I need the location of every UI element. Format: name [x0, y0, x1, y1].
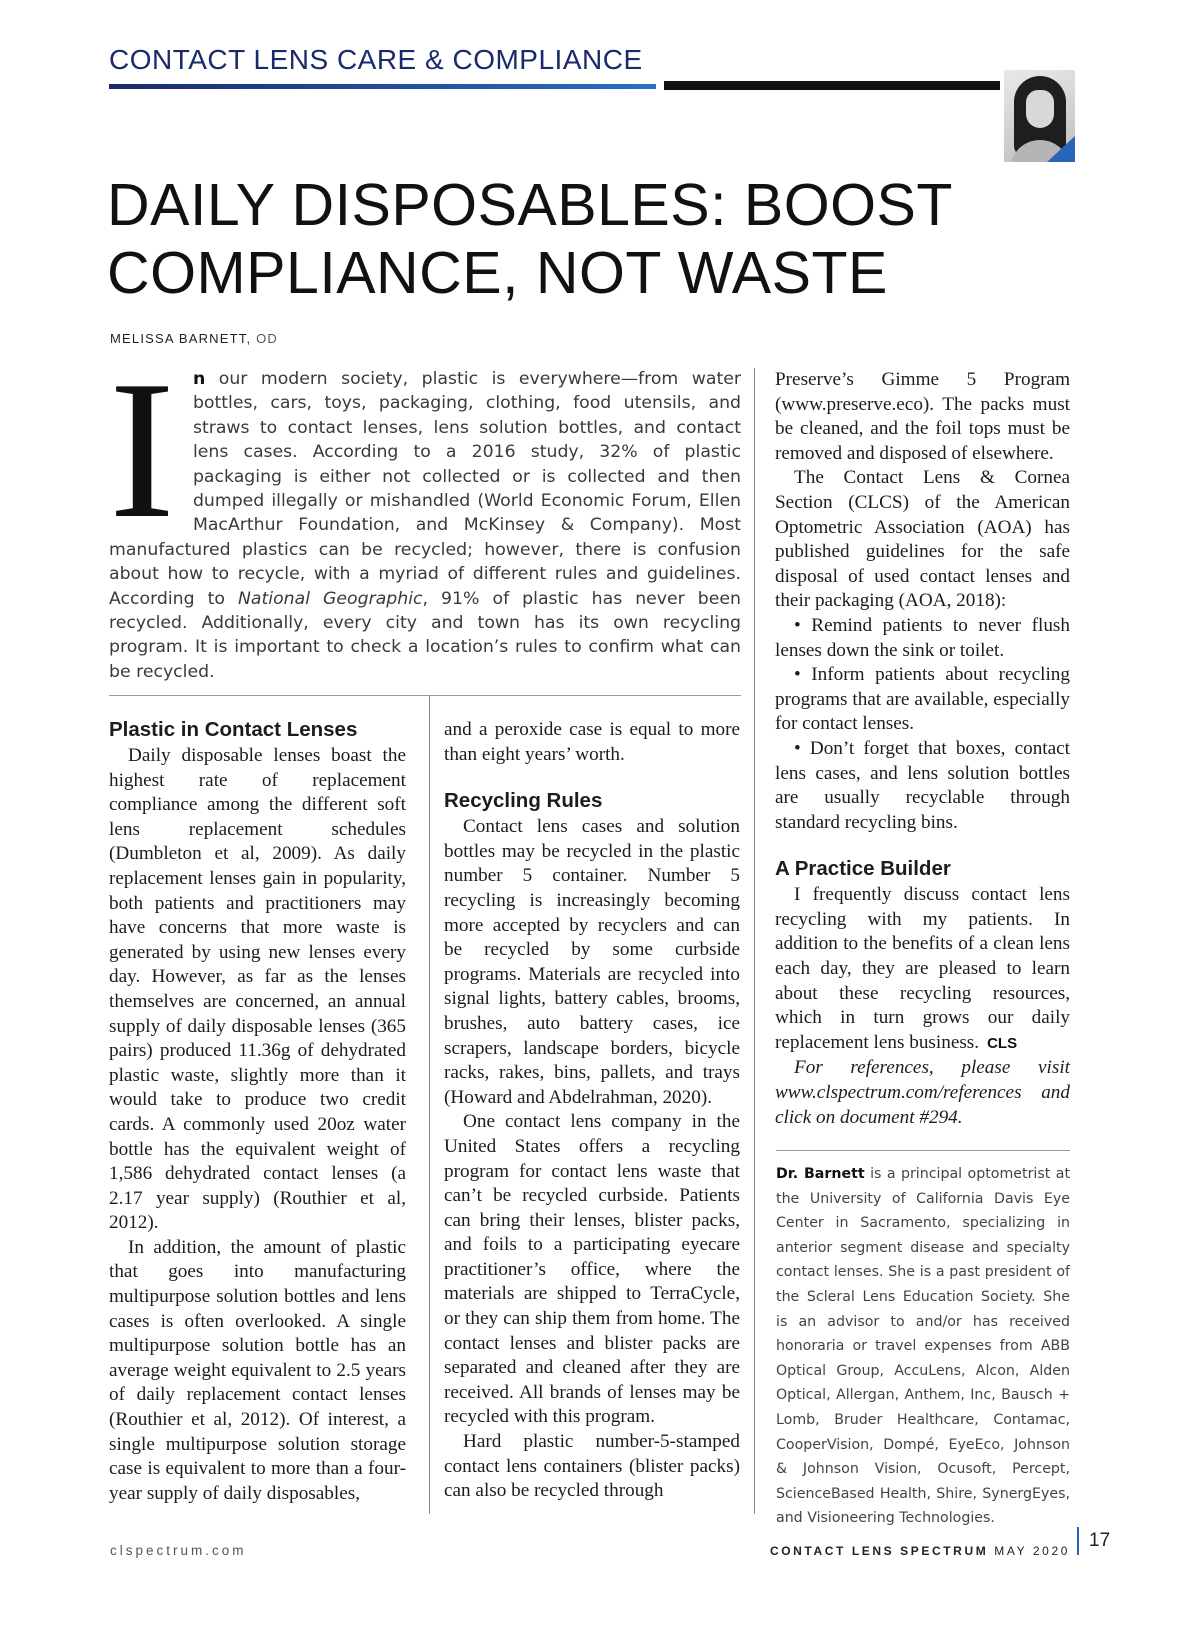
intro-divider — [109, 695, 741, 696]
author-portrait-icon — [1004, 70, 1075, 162]
column-divider-2 — [754, 368, 755, 1514]
section-title-underline — [109, 84, 656, 89]
paragraph: In addition, the amount of plastic that goes into manufacturing multipurpose solution bottles and lens cases is often overlooked. A single multipurpose solution bottle has an average weight equivalent to 2.5 years of daily replacement contact lenses (Routhier et al, 2012). Of interest, a single multipurpose solution storage case is equivalent to more than a four-year supply of daily disposables, — [109, 1236, 406, 1504]
drop-cap: I — [109, 340, 175, 559]
bio-name: Dr. Barnett — [776, 1166, 865, 1182]
footer-website: clspectrum.com — [110, 1543, 247, 1558]
bullet-item: • Don’t forget that boxes, contact lens cases, and lens solution bottles are usually recyclable through standard recycling bins. — [775, 737, 1070, 833]
page-number: 17 — [1089, 1530, 1111, 1551]
headline-text: DAILY DISPOSABLES: BOOST COMPLIANCE, NOT WASTE — [107, 172, 953, 306]
column-divider-1 — [429, 695, 430, 1514]
issue-date: MAY 2020 — [994, 1544, 1070, 1558]
bio-text: is a principal optometrist at the University of California Davis Eye Center in Sacramento, specializing in anterior segment disease and specialty contact lenses. She is a past president of the Scleral Lens Education Society. She is an advisor to and/or has received honoraria or travel expenses from ABB Optical Group, AccuLens, Alcon, Alden Optical, Allergan, Anthem, Inc, Bausch + Lomb, Bruder Healthcare, Contamac, CooperVision, Dompé, EyeEco, Johnson & Johnson Vision, Ocusoft, Percept, ScienceBased Health, Shire, SynergEyes, and Visioneering Technologies. — [776, 1166, 1071, 1527]
intro-text-2: , 91% of plastic has never been recycled. Additionally, every city and town has its own recycling program. It is important to check a location’s rules to confirm what can be recycled. — [109, 588, 741, 682]
footer-separator — [1077, 1527, 1079, 1555]
intro-text-1: our modern society, plastic is everywhere—from water bottles, cars, toys, packaging, clothing, food utensils, and straws to contact lenses, lens solution bottles, and contact lens cases. According to a 2016 study, 32% of plastic packaging is either not collected or is collected and then dumped illegally or mishandled (World Economic Forum, Ellen MacArthur Foundation, and McKinsey & Company). Most manufactured plastics can be recycled; however, there is confusion about how to recycle, with a myriad of different rules and guidelines. According to — [109, 369, 741, 609]
practice-text: I frequently discuss contact lens recycling with my patients. In addition to the benefits of a clean lens each day, they are pleased to learn about these recycling resources, which in turn grows our daily replacement lens business. — [775, 884, 1070, 1053]
column-3 — [775, 368, 1070, 1130]
intro-lead: n — [192, 369, 206, 389]
heading-plastic: Plastic in Contact Lenses — [109, 718, 358, 741]
paragraph: and a peroxide case is equal to more than eight years’ worth. — [444, 719, 740, 765]
article-headline — [107, 171, 953, 307]
author-degree: OD — [256, 331, 279, 346]
footer-publication — [770, 1544, 1070, 1558]
intro-italic: National Geographic — [238, 588, 423, 609]
paragraph: Daily disposable lenses boast the highest rate of replacement compliance among the different soft lens replacement schedules (Dumbleton et al, 2009). As daily replacement lenses gain in popularity, both patients and practitioners may have concerns that more waste is generated by using new lenses every day. However, as far as the lenses themselves are concerned, an annual supply of daily disposable lenses (365 pairs) produced 11.36g of dehydrated plastic waste, slightly more than it would take to produce two credit cards. A commonly used 20oz water bottle has the equivalent weight of 1,586 dehydrated contact lenses (a 2.17 year supply) (Routhier et al, 2012). — [109, 745, 406, 1234]
author-bio — [776, 1162, 1070, 1531]
section-title: CONTACT LENS CARE & COMPLIANCE — [109, 44, 643, 75]
paragraph: The Contact Lens & Cornea Section (CLCS) of the American Optometric Association (AOA) has published guidelines for the safe disposal of used contact lenses and their packaging (AOA, 2018): — [775, 467, 1070, 612]
heading-recycling: Recycling Rules — [444, 789, 603, 813]
column-1 — [109, 718, 406, 1506]
paragraph: Hard plastic number-5-stamped contact lens containers (blister packs) can also be recycled through — [444, 1431, 740, 1502]
author-name: MELISSA BARNETT, — [110, 331, 252, 346]
paragraph: One contact lens company in the United States offers a recycling program for contact lens waste that can’t be recycled curbside. Patients can bring their lenses, blister packs, and foils to a participating eyecare practitioner’s office, where the materials are shipped to TerraCycle, or they can ship them from home. The contact lenses and blister packs are separated and cleaned after they are received. All brands of lenses may be recycled with this program. — [444, 1111, 740, 1428]
bio-divider — [776, 1150, 1070, 1151]
references-note: For references, please visit www.clspectrum.com/references and click on document #294. — [775, 1057, 1070, 1128]
heading-practice: A Practice Builder — [775, 857, 951, 881]
header-rule — [664, 81, 1000, 90]
column-2 — [444, 718, 740, 1504]
intro-paragraph — [109, 340, 741, 684]
publication-name: CONTACT LENS SPECTRUM — [769, 1544, 989, 1558]
end-mark: CLS — [987, 1034, 1018, 1052]
bullet-item: • Remind patients to never flush lenses down the sink or toilet. — [775, 614, 1070, 661]
paragraph: Contact lens cases and solution bottles may be recycled in the plastic number 5 container. Number 5 recycling is increasingly becoming more accepted by recyclers and can be recycled by some curbside programs. Materials are recycled into signal lights, battery cables, brooms, brushes, auto battery cases, ice scrapers, landscape borders, bicycle racks, rakes, bins, pallets, and trays (Howard and Abdelrahman, 2020). — [444, 816, 740, 1108]
paragraph: Preserve’s Gimme 5 Program (www.preserve.eco). The packs must be cleaned, and the foil tops must be removed and disposed of elsewhere. — [775, 369, 1070, 464]
bullet-item: • Inform patients about recycling programs that are available, especially for contact lenses. — [775, 664, 1070, 735]
paragraph — [775, 883, 1070, 1056]
